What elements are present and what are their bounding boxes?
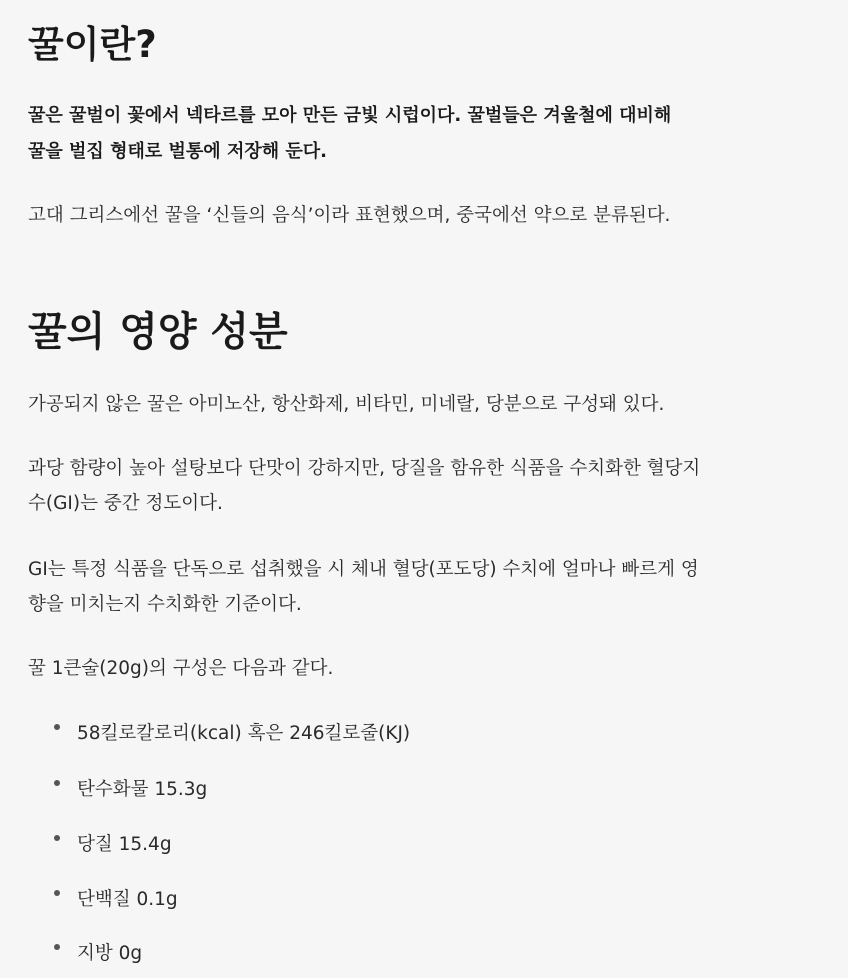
list-item-text: 지방 0g xyxy=(77,943,143,964)
lead-paragraph-line-1: 꿀은 꿀벌이 꽃에서 넥타르를 모아 만든 금빛 시럽이다. 꿀벌들은 겨울철에 대비해 xyxy=(28,105,672,126)
list-item-text: 당질 15.4g xyxy=(77,834,172,855)
bullet-icon xyxy=(54,724,60,730)
gi-paragraph-line-1: GI는 특정 식품을 단독으로 섭취했을 시 체내 혈당(포도당) 수치에 얼마나 빠르게 영 xyxy=(28,559,699,580)
lead-paragraph-line-2: 꿀을 벌집 형태로 벌통에 저장해 둔다. xyxy=(28,141,327,162)
bullet-icon xyxy=(54,944,60,950)
history-paragraph: 고대 그리스에선 꿀을 ‘신들의 음식’이라 표현했으며, 중국에선 약으로 분류된다. xyxy=(28,205,671,226)
list-item xyxy=(54,772,207,808)
list-item-text: 탄수화물 15.3g xyxy=(77,779,208,800)
list-item xyxy=(54,882,178,918)
list-item-text: 58킬로칼로리(kcal) 혹은 246킬로줄(KJ) xyxy=(77,723,411,744)
list-item xyxy=(54,936,142,972)
list-item xyxy=(54,827,172,863)
section-heading-what-is-honey: 꿀이란? xyxy=(28,23,157,66)
composition-paragraph: 가공되지 않은 꿀은 아미노산, 항산화제, 비타민, 미네랄, 당분으로 구성돼 있다. xyxy=(28,394,665,415)
tablespoon-intro-paragraph: 꿀 1큰술(20g)의 구성은 다음과 같다. xyxy=(28,658,334,679)
bullet-icon xyxy=(54,780,60,786)
fructose-paragraph-line-1: 과당 함량이 높아 설탕보다 단맛이 강하지만, 당질을 함유한 식품을 수치화한 혈당지 xyxy=(28,458,701,479)
bullet-icon xyxy=(54,890,60,896)
gi-paragraph-line-2: 향을 미치는지 수치화한 기준이다. xyxy=(28,594,302,615)
list-item xyxy=(54,716,410,752)
bullet-icon xyxy=(54,835,60,841)
section-heading-nutrition: 꿀의 영양 성분 xyxy=(28,309,288,355)
list-item-text: 단백질 0.1g xyxy=(77,889,178,910)
fructose-paragraph-line-2: 수(GI)는 중간 정도이다. xyxy=(28,493,223,514)
